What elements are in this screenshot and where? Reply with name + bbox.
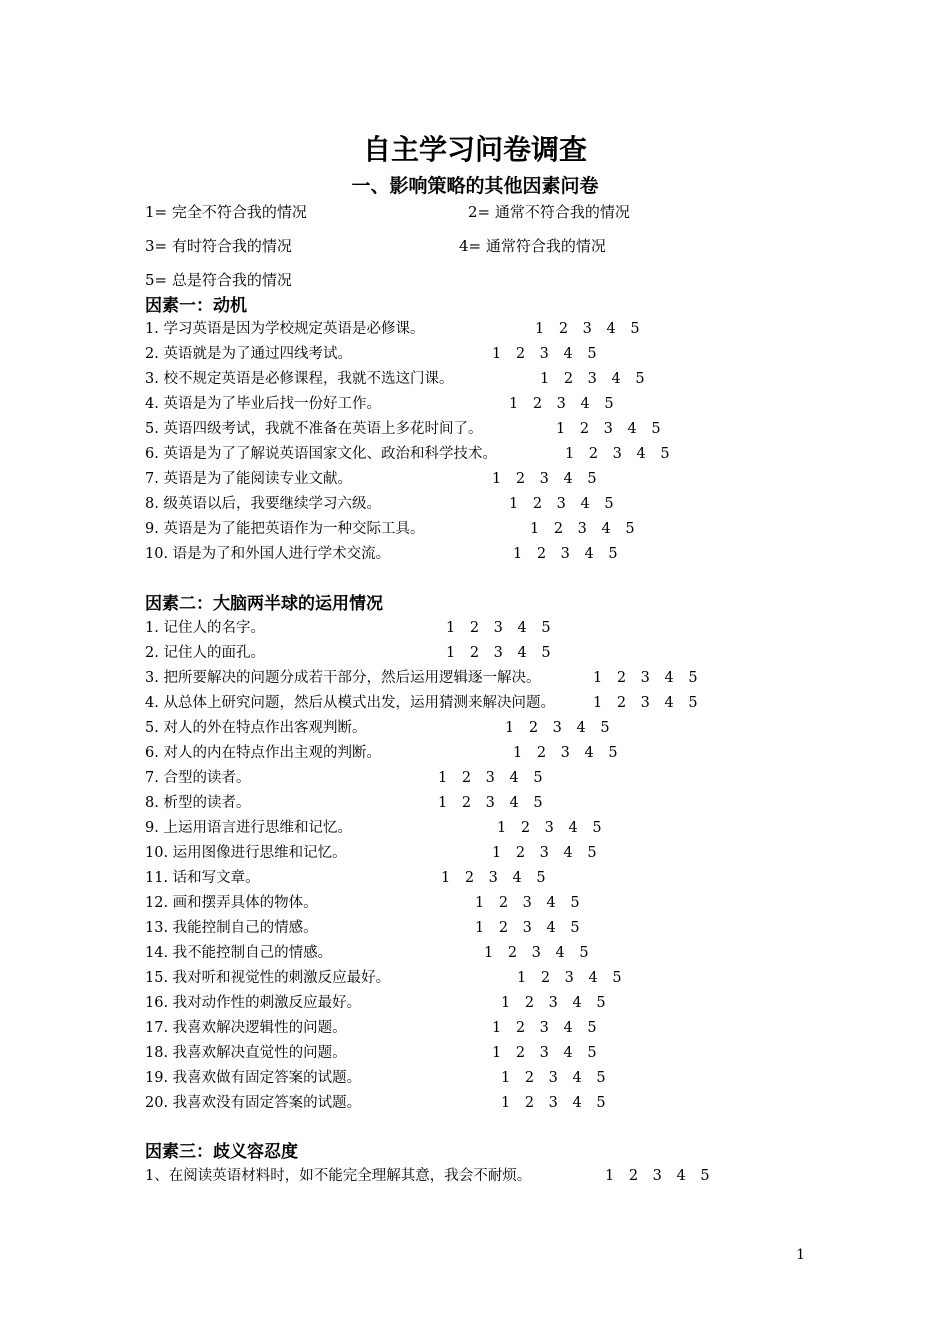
question-text: 4. 从总体上研究问题，然后从模式出发，运用猜测来解决问题。: [145, 695, 555, 711]
question-text: 13. 我能控制自己的情感。: [145, 920, 318, 936]
rating-scale: 1 2 3 4 5: [540, 371, 645, 387]
rating-scale: 1 2 3 4 5: [535, 321, 640, 337]
question-text: 14. 我不能控制自己的情感。: [145, 945, 333, 961]
factor1-heading: 因素一：动机: [145, 296, 247, 316]
question-text: 6. 对人的内在特点作出主观的判断。: [145, 745, 381, 761]
page-number: 1: [796, 1247, 805, 1263]
rating-scale: 1 2 3 4 5: [501, 1095, 606, 1111]
rating-scale: 1 2 3 4 5: [556, 421, 661, 437]
rating-scale: 1 2 3 4 5: [565, 446, 670, 462]
question-text: 12. 画和摆弄具体的物体。: [145, 895, 318, 911]
rating-scale: 1 2 3 4 5: [492, 1045, 597, 1061]
legend-item: 5= 总是符合我的情况: [145, 271, 292, 289]
rating-scale: 1 2 3 4 5: [605, 1168, 710, 1184]
rating-scale: 1 2 3 4 5: [441, 870, 546, 886]
question-text: 18. 我喜欢解决直觉性的问题。: [145, 1045, 347, 1061]
question-text: 1. 记住人的名字。: [145, 620, 265, 636]
question-text: 9. 上运用语言进行思维和记忆。: [145, 820, 352, 836]
question-text: 6. 英语是为了了解说英语国家文化、政治和科学技术。: [145, 446, 497, 462]
question-text: 2. 记住人的面孔。: [145, 645, 265, 661]
question-text: 20. 我喜欢没有固定答案的试题。: [145, 1095, 362, 1111]
question-text: 9. 英语是为了能把英语作为一种交际工具。: [145, 521, 425, 537]
question-text: 7. 英语是为了能阅读专业文献。: [145, 471, 352, 487]
rating-scale: 1 2 3 4 5: [497, 820, 602, 836]
rating-scale: 1 2 3 4 5: [501, 995, 606, 1011]
question-text: 1. 学习英语是因为学校规定英语是必修课。: [145, 321, 425, 337]
rating-scale: 1 2 3 4 5: [593, 670, 698, 686]
legend-item: 2= 通常不符合我的情况: [468, 203, 630, 221]
rating-scale: 1 2 3 4 5: [475, 920, 580, 936]
factor3-heading: 因素三：歧义容忍度: [145, 1142, 298, 1162]
question-text: 5. 对人的外在特点作出客观判断。: [145, 720, 367, 736]
rating-scale: 1 2 3 4 5: [446, 620, 551, 636]
legend-item: 4= 通常符合我的情况: [459, 237, 606, 255]
question-text: 15. 我对听和视觉性的刺激反应最好。: [145, 970, 391, 986]
question-text: 10. 语是为了和外国人进行学术交流。: [145, 546, 391, 562]
question-text: 5. 英语四级考试，我就不准备在英语上多花时间了。: [145, 421, 483, 437]
rating-scale: 1 2 3 4 5: [492, 471, 597, 487]
rating-scale: 1 2 3 4 5: [513, 745, 618, 761]
rating-scale: 1 2 3 4 5: [475, 895, 580, 911]
rating-scale: 1 2 3 4 5: [513, 546, 618, 562]
rating-scale: 1 2 3 4 5: [438, 770, 543, 786]
question-text: 1、在阅读英语材料时，如不能完全理解其意，我会不耐烦。: [145, 1168, 532, 1184]
question-text: 10. 运用图像进行思维和记忆。: [145, 845, 347, 861]
question-text: 8. 析型的读者。: [145, 795, 251, 811]
legend-item: 3= 有时符合我的情况: [145, 237, 292, 255]
question-text: 8. 级英语以后，我要继续学习六级。: [145, 496, 381, 512]
rating-scale: 1 2 3 4 5: [517, 970, 622, 986]
rating-scale: 1 2 3 4 5: [492, 1020, 597, 1036]
rating-scale: 1 2 3 4 5: [484, 945, 589, 961]
rating-scale: 1 2 3 4 5: [438, 795, 543, 811]
rating-scale: 1 2 3 4 5: [530, 521, 635, 537]
rating-scale: 1 2 3 4 5: [509, 396, 614, 412]
question-text: 19. 我喜欢做有固定答案的试题。: [145, 1070, 362, 1086]
section-subtitle: 一、影响策略的其他因素问卷: [351, 175, 599, 197]
question-text: 16. 我对动作性的刺激反应最好。: [145, 995, 362, 1011]
factor2-heading: 因素二：大脑两半球的运用情况: [145, 594, 383, 614]
rating-scale: 1 2 3 4 5: [492, 845, 597, 861]
rating-scale: 1 2 3 4 5: [501, 1070, 606, 1086]
rating-scale: 1 2 3 4 5: [492, 346, 597, 362]
question-text: 4. 英语是为了毕业后找一份好工作。: [145, 396, 381, 412]
question-text: 2. 英语就是为了通过四线考试。: [145, 346, 352, 362]
question-text: 17. 我喜欢解决逻辑性的问题。: [145, 1020, 347, 1036]
question-text: 7. 合型的读者。: [145, 770, 251, 786]
rating-scale: 1 2 3 4 5: [505, 720, 610, 736]
legend-item: 1= 完全不符合我的情况: [145, 203, 307, 221]
question-text: 3. 把所要解决的问题分成若干部分，然后运用逻辑逐一解决。: [145, 670, 541, 686]
rating-scale: 1 2 3 4 5: [509, 496, 614, 512]
rating-scale: 1 2 3 4 5: [593, 695, 698, 711]
question-text: 11. 话和写文章。: [145, 870, 260, 886]
rating-scale: 1 2 3 4 5: [446, 645, 551, 661]
question-text: 3. 校不规定英语是必修课程，我就不选这门课。: [145, 371, 454, 387]
page-title: 自主学习问卷调查: [362, 133, 587, 166]
